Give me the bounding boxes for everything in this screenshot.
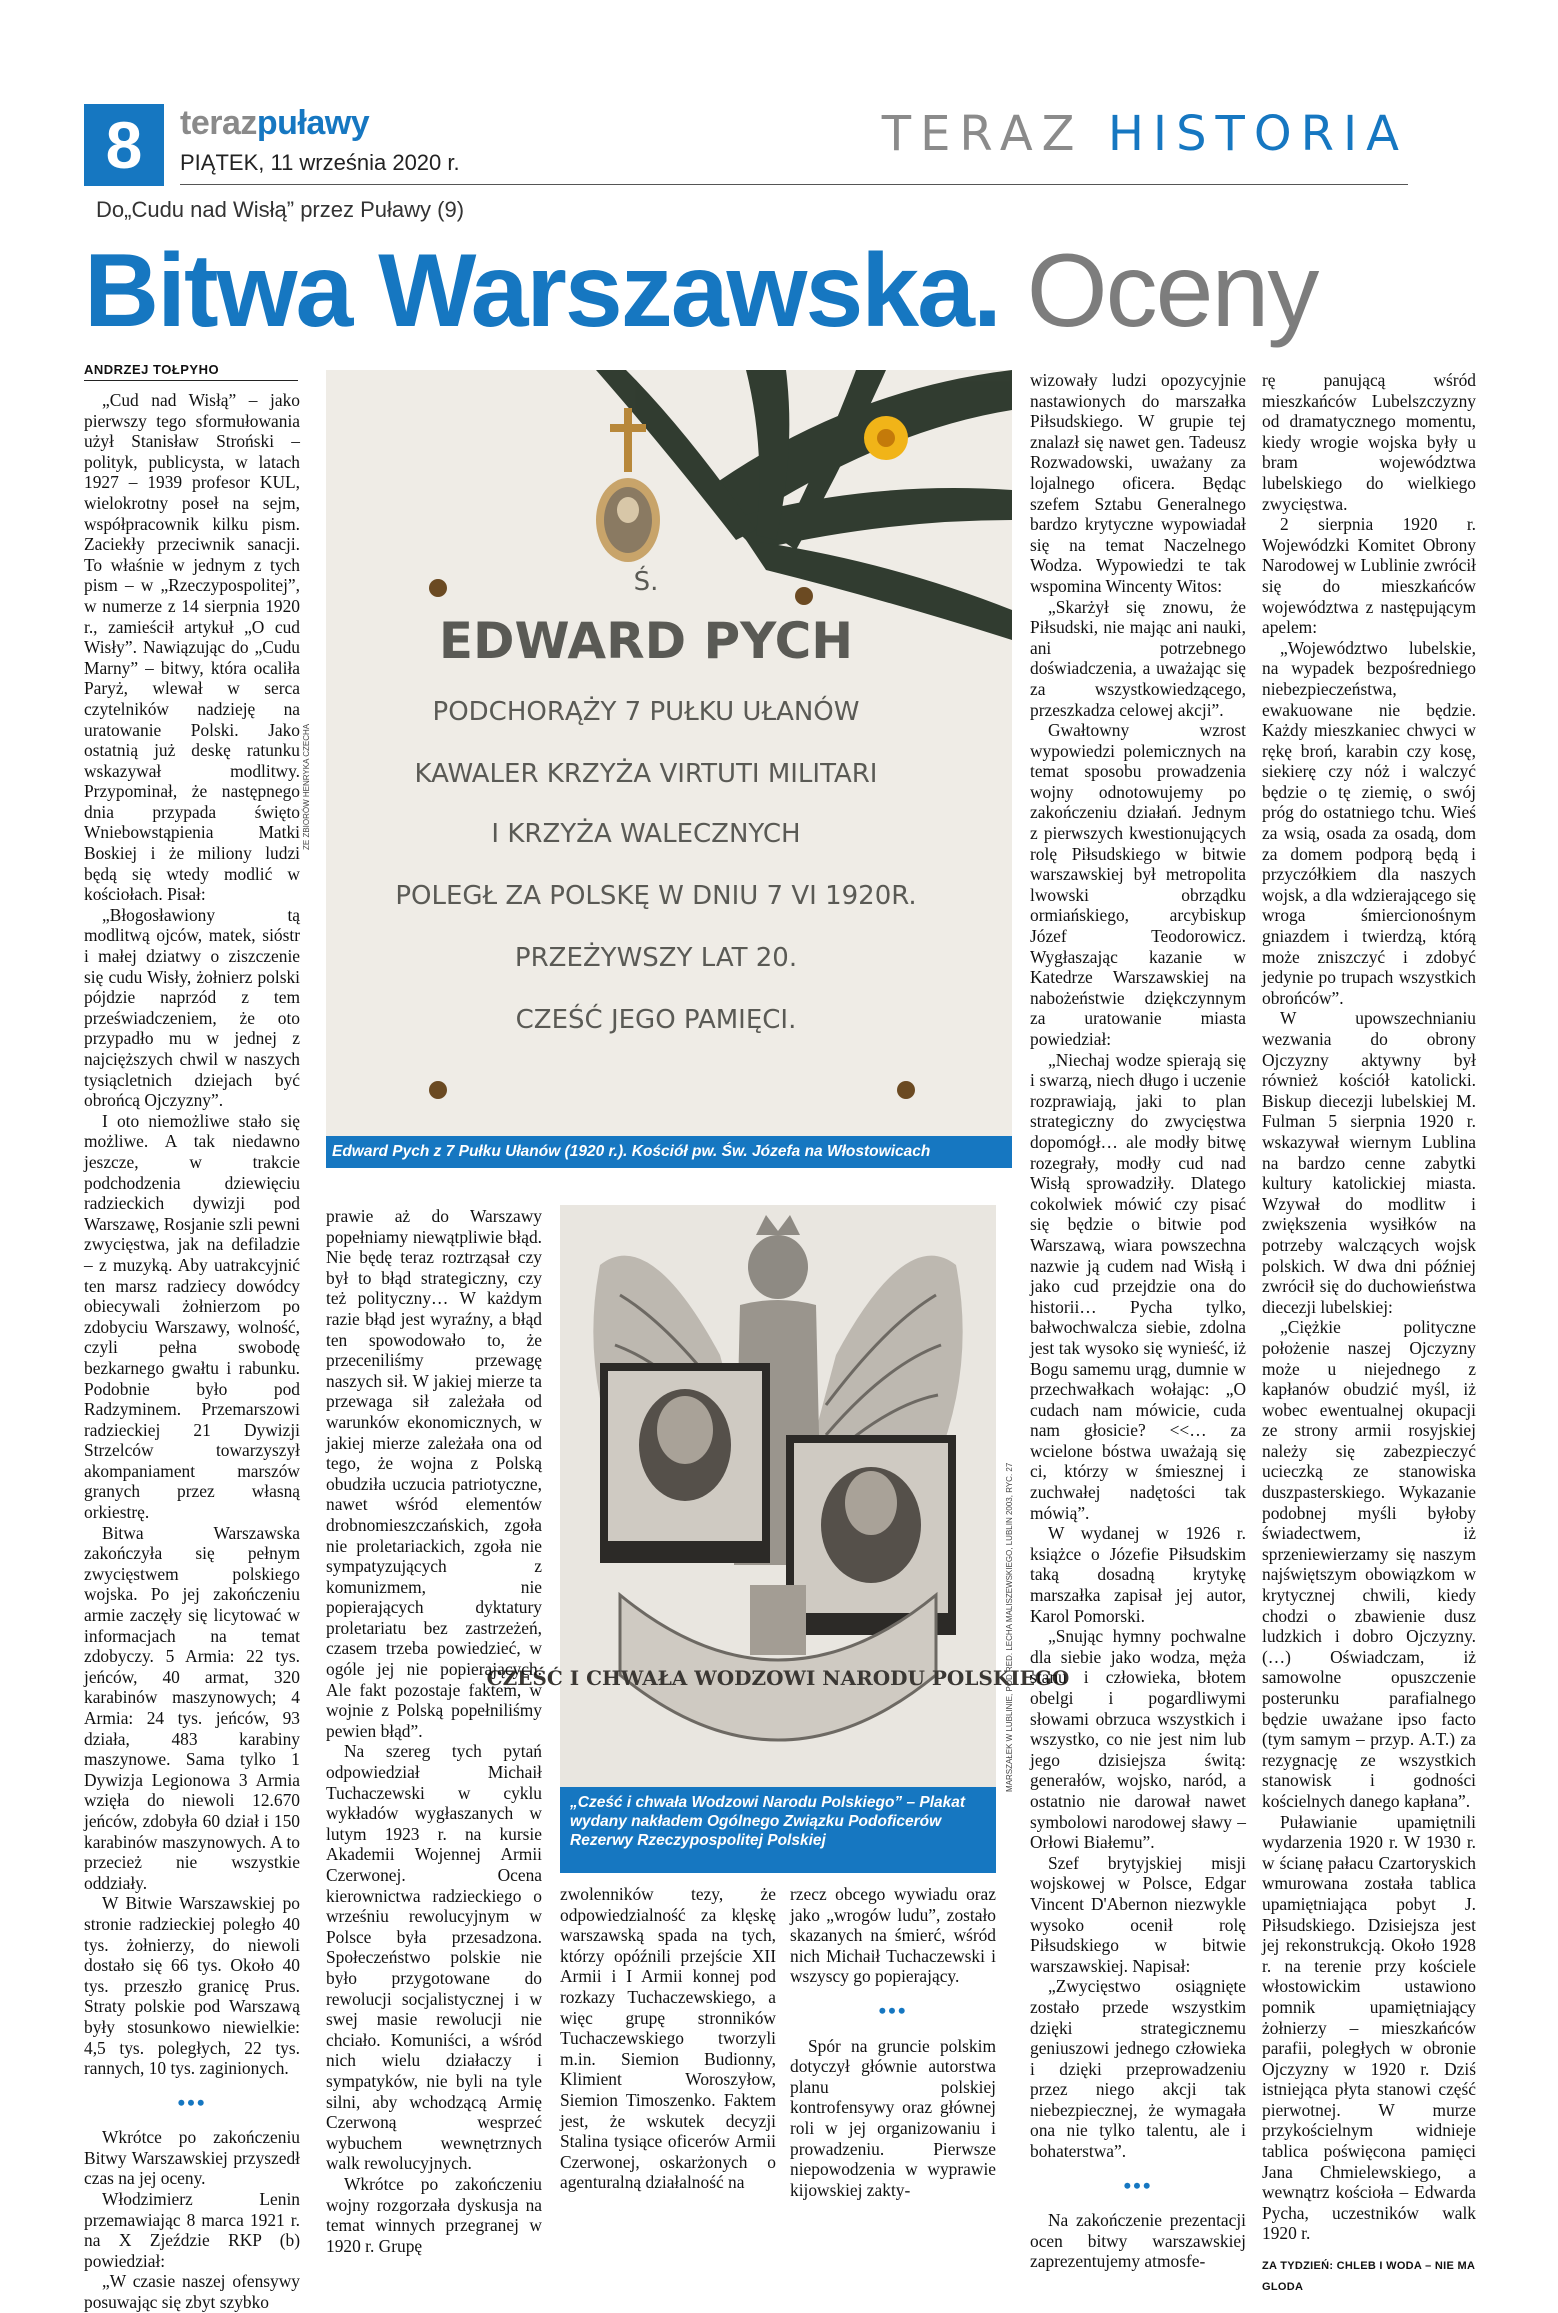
newspaper-logo [180, 104, 369, 143]
photo-caption: Edward Pych z 7 Pułku Ułanów (1920 r.). Kościół pw. Św. Józefa na Włostowicach [326, 1136, 1012, 1168]
photo-credit: ZE ZBIORÓW HENRYKA CZECHA [302, 723, 311, 850]
paragraph: W Bitwie Warszawskiej po stronie radzieckiej poległo 40 tys. żołnierzy, do niewoli dostało się 66 tys. Około 40 tys. przeszło granicę Prus. Straty polskie pod Warszawą były stosunkowo niewielkie: 4,5 tys. poległych, 22 tys. rannych, 10 tys. zaginionych. [84, 1893, 300, 2079]
article-column-1 [84, 390, 300, 2313]
paragraph: Spór na gruncie polskim dotyczył głównie autorstwa planu polskiej kontrofensywy oraz głównej roli w jej organizowaniu i prowadzeniu. Pierwsze niepowodzenia w wyprawie kijowskiej zakty- [790, 2035, 996, 2200]
section-title-b: HISTORIA [1107, 106, 1408, 162]
paragraph: rę panującą wśród mieszkańców Lubelszczyzny od dramatycznego momentu, kiedy wrogie wojska były u bram województwa lubelskiego do wielkiego zwycięstwa. [1262, 370, 1476, 514]
section-separator: ••• [177, 2089, 207, 2115]
poster-banner-text: CZEŚĆ I CHWAŁA WODZOWI NARODU POLSKIEGO [486, 1666, 1070, 1690]
paragraph: 2 sierpnia 1920 r. Wojewódzki Komitet Obrony Narodowej w Lublinie zwrócił się do mieszkańców województwa z następującym apelem: [1262, 514, 1476, 638]
paragraph: „W czasie naszej ofensywy posuwając się zbyt szybko [84, 2271, 300, 2313]
paragraph: Na szereg tych pytań odpowiedział Michaił Tuchaczewski w cyklu wykładów wygłaszanych w lutym 1923 r. na kursie Akademii Wojennej Armii Czerwonej. Ocena kierownictwa radzieckiego o wrześniu rewolucyjnym w Polsce była przesadzona. Społeczeństwo polskie nie było przygotowane do rewolucji socjalistycznej i w swej masie rewolucji nie chciało. Komuniści, a wśród nich wielu działaczy i sympatyków, nie byli na tyle silni, aby wchodzącą Armię Czerwoną wesprzeć wybuchem wewnętrznych walk rewolucyjnych. [326, 1741, 542, 2174]
paragraph: Bitwa Warszawska zakończyła się pełnym zwycięstwem polskiego wojska. Po jej zakończeniu armie zaczęły się licytować w informacjach na temat zdobyczy. 5 Armia: 22 tys. jeńców, 40 armat, 320 karabinów maszynowych; 4 Armia: 24 tys. jeńców, 93 działa, 483 karabiny maszynowe. Sama tylko 1 Dywizja Legionowa 3 Armia wzięła do niewoli 12.670 jeńców, zdobyła 60 dział i 150 karabinów maszynowych. A to przecież nie wszystkie oddziały. [84, 1522, 300, 1893]
article-column-4 [790, 1884, 996, 2200]
page-number: 8 [84, 104, 164, 186]
headline-sub: Oceny [1026, 233, 1318, 349]
series-label: Do„Cudu nad Wisłą” przez Puławy (9) [96, 197, 465, 222]
paragraph: prawie aż do Warszawy popełniamy niewątpliwie błąd. Nie będę teraz roztrząsał czy był to błąd strategiczny, czy też polityczny… W każdym razie błąd jest wyraźny, a błąd ten spowodowało to, że przeceniliśmy przewagę naszych sił. W jakiej mierze ta przewaga sił zależała od warunków ekonomicznych, w jakiej mierze zależała ona od tego, że wojna z Polską obudziła uczucia patriotyczne, nawet wśród elementów drobnomieszczańskich, zgoła nie proletariackich, zgoła nie sympatyzujących z komunizmem, nie popierających dyktatury proletariatu bez zastrzeżeń, czasem trzeba powiedzieć, w ogóle jej nie popierających. Ale fakt pozostaje faktem, w wojnie z Polską popełniliśmy pewien błąd”. [326, 1206, 542, 1741]
section-title-a: TERAZ [881, 106, 1084, 162]
headline-main: Bitwa Warszawska. [84, 233, 1000, 349]
poster-caption: „Cześć i chwała Wodzowi Narodu Polskiego” – Plakat wydany nakładem Ogólnego Związku Podoficerów Rezerwy Rzeczypospolitej Polskiej [560, 1787, 996, 1873]
paragraph: „Niechaj wodze spierają się i swarzą, niech długo i uczenie rozprawiają, jaki to plan strategiczny do zwycięstwa dopomógł… ale modły bitwę rozegrały, modły cud nad Wisłą sprowadziły. Dlatego cokolwiek mówić czy pisać się będzie o bitwie pod Warszawą, wiara powszechna nazwie ją cudem nad Wisłą i jako cud przejdzie ona do historii… Pycha tylko, bałwochwalcza siebie, zdolna jest tak wysoko się wynieść, iż Bogu samemu urąg, dumnie w przechwałkach wołając: „O cudach nam mówicie, cuda nam głosicie? <<… za wcielone bóstwa uważają się ci, którzy w śmiesznej i zuchwałej nadętości tak mówią”. [1030, 1049, 1246, 1523]
paragraph: W wydanej w 1926 r. książce o Józefie Piłsudskim taką dosadną krytykę marszałka zapisał jej autor, Karol Pomorski. [1030, 1523, 1246, 1626]
plaque-photo [326, 370, 1012, 1136]
article-column-5 [1030, 370, 1246, 2272]
plaque-line: EDWARD PYCH [438, 612, 854, 670]
section-title [882, 106, 1408, 162]
paragraph: „Błogosławiony tą modlitwą ojców, matek, sióstr i małej dziatwy o ziszczenie się cudu Wisły, żołnierz polski pójdzie naprzód z tem przeświadczeniem, że oto przypadło mu w jednej z najcięższych chwil w naszych tysiącletnich dziejach być obrońcą Ojczyzny”. [84, 904, 300, 1111]
paragraph: „Ciężkie polityczne położenie naszej Ojczyzny może u niejednego z kapłanów obudzić myśl, iż wobec ewentualnej okupacji ze strony armii rosyjskiej należy się zabezpieczyć ucieczką ze stanowiska duszpasterskiego. Wykazanie podobnej myśli byłoby świadectwem, iż sprzeniewierzamy się naszym najświętszym obowiązkom w krytycznej chwili, kiedy chodzi o zbawienie dusz ludzkich i dobro Ojczyzny. (…) Oświadczam, iż samowolne opuszczenie posterunku parafialnego będzie uważane ipso facto (tym samym – przyp. A.T.) za rezygnację ze wszystkich stanowisk i godności kościelnych danego kapłana”. [1262, 1317, 1476, 1811]
next-week-teaser: ZA TYDZIEŃ: CHLEB I WODA – NIE MA GLODA [1262, 2260, 1475, 2293]
byline-rule [84, 380, 298, 381]
plaque-line: KAWALER KRZYŻA VIRTUTI MILITARI [414, 759, 878, 789]
masthead-rule [180, 184, 1408, 185]
section-separator: ••• [878, 1997, 908, 2023]
paragraph: Na zakończenie prezentacji ocen bitwy warszawskiej zaprezentujemy atmosfe- [1030, 2210, 1246, 2272]
plaque-line: CZEŚĆ JEGO PAMIĘCI. [515, 1005, 797, 1035]
article-column-2 [326, 1206, 542, 2256]
paragraph: „Skarżył się znowu, że Piłsudski, nie mając ani nauki, ani potrzebnego doświadczenia, a uważając się za wszystkowiedzącego, przeszkadza celowej akcji”. [1030, 596, 1246, 720]
paragraph: Puławianie upamiętnili wydarzenia 1920 r. W 1930 r. w ścianę pałacu Czartoryskich wmurowana została tablica upamiętniająca pobyt J. Piłsudskiego. Dzisiejsza jest jej rekonstrukcją. Około 1928 r. na terenie przy kościele włostowickim ustawiono pomnik upamiętniający żołnierzy – mieszkańców parafii, poległych w obronie Ojczyzny w 1920 r. Dziś istniejąca płyta stanowi część pierwotnej. W murze przykościelnym widnieje tablica poświęcona pamięci Jana Chmielewskiego, a wewnątrz kościoła – Edwarda Pycha, uczestników walk 1920 r. [1262, 1811, 1476, 2244]
paragraph: „Snując hymny pochwalne dla siebie jako wodza, męża stanu i człowieka, błotem obelgi i pogardliwymi słowami obrzuca wszystkich i wszystko, co nie jest nim lub jego dzisiejsza świtą: generałów, wojsko, naród, a ostatnio nie darował nawet symbolowi narodowej sławy – Orłowi Białemu”. [1030, 1626, 1246, 1853]
paragraph: Szef brytyjskiej misji wojskowej w Polsce, Edgar Vincent D'Abernon niezwykle wysoko ocenił rolę Piłsudskiego w bitwie warszawskiej. Napisał: [1030, 1852, 1246, 1976]
plaque-line: PODCHORĄŻY 7 PUŁKU UŁANÓW [432, 697, 860, 727]
paragraph: zwolenników tezy, że odpowiedzialność za klęskę warszawską spada na tych, którzy opóźnili przejście XII Armii i I Armii konnej pod rozkazy Tuchaczewskiego, a więc grupę stronników Tuchaczewskiego tworzyli m.in. Siemion Budionny, Klimient Woroszyłow, Siemion Timoszenko. Faktem jest, że wskutek decyzji Stalina tysiące oficerów Armii Czerwonej, oskarżonych o agenturalną działalność na [560, 1884, 776, 2193]
article-column-3 [560, 1884, 776, 2193]
paragraph: „Cud nad Wisłą” – jako pierwszy tego sformułowania użył Stanisław Stroński – polityk, publicysta, w latach 1927 – 1939 profesor KUL, wielokrotny poseł na sejm, współpracownik kilku pism. Zaciekły przeciwnik sanacji. To właśnie w jednym z tych pism – w „Rzeczypospolitej”, w numerze z 14 sierpnia 1920 r., zamieścił artykuł „O cud Wisły”. Nawiązując do „Cudu Marny” – bitwy, która ocaliła Paryż, wlewał w serca czytelników nadzieję na uratowanie Polski. Jako ostatnią już deskę ratunku wskazywał modlitwy. Przypominał, że następnego dnia przypada święto Wniebowstąpienia Matki Boskiej i że miliony ludzi będą się wtedy modlić w kościołach. Pisał: [84, 390, 300, 905]
plaque-line: POLEGŁ ZA POLSKĘ W DNIU 7 VI 1920R. [395, 881, 917, 911]
plaque-illustration [326, 370, 1012, 1136]
paragraph: Włodzimierz Lenin przemawiając 8 marca 1921 r. na X Zjeździe RKP (b) powiedział: [84, 2189, 300, 2271]
paragraph: W upowszechnianiu wezwania do obrony Ojczyzny aktywny był również kościół katolicki. Biskup diecezji lubelskiej M. Fulman 5 sierpnia 1920 r. wskazywał wiernym Lublina na bardzo cenne zabytki kultury katolickiej miasta. Wzywał do modlitw i zwiększenia wysiłków na potrzeby walczących wojsk polskich. W dwa dni później zwrócił się do duchowieństwa diecezji lubelskiej: [1262, 1008, 1476, 1317]
plaque-line: PRZEŻYWSZY LAT 20. [514, 943, 798, 973]
paragraph: Wkrótce po zakończeniu wojny rozgorzała dyskusja na temat winnych przegranej w 1920 r. Grupę [326, 2173, 542, 2256]
paragraph: Wkrótce po zakończeniu Bitwy Warszawskiej przyszedł czas na jej oceny. [84, 2127, 300, 2189]
issue-date: PIĄTEK, 11 września 2020 r. [180, 150, 460, 175]
paragraph: Gwałtowny wzrost wypowiedzi polemicznych na temat sposobu prowadzenia wojny odnotowujemy po zakończeniu działań. Jednym z pierwszych kwestionujących rolę Piłsudskiego w bitwie warszawskiej był metropolita lwowski obrządku ormiańskiego, arcybiskup Józef Teodorowicz. Wygłaszając kazanie w Katedrze Warszawskiej na nabożeństwie dziękczynnym za uratowanie miasta powiedział: [1030, 720, 1246, 1049]
paragraph: „Zwycięstwo osiągnięte zostało przede wszystkim dzięki strategicznemu geniuszowi jednego człowieka i dzięki przeprowadzeniu przez niego akcji tak niebezpiecznej, że wymagała ona nie tylko talentu, ale i bohaterstwa”. [1030, 1976, 1246, 2162]
author-byline: ANDRZEJ TOŁPYHO [84, 362, 220, 377]
plaque-line: I KRZYŻA WALECZNYCH [491, 819, 801, 849]
headline [84, 235, 1317, 347]
plaque-line: Ś. [633, 567, 659, 597]
poster-credit: MARSZAŁEK W LUBLINIE, POD RED. LECHA MALISZEWSKIEGO, LUBLIN 2003, RYC. 27 [1005, 1462, 1014, 1792]
logo-part-pulawy: puławy [256, 104, 370, 142]
section-separator: ••• [1123, 2172, 1153, 2198]
paragraph: „Województwo lubelskie, na wypadek bezpośredniego niebezpieczeństwa, ewakuowane nie będzie. Każdy mieszkaniec chwyci w rękę broń, karabin czy kosę, siekierę czy nóż i walczyć będzie o tę ziemię, o swój próg do ostatniego tchu. Wieś za wsią, osada za osadą, dom za domem podporą będą i przyczółkiem dla naszych wojsk, a dla wdzierającego się wroga śmiercionośnym gniazdem i twierdzą, którą może zniszczyć i zdobyć jedynie po trupach wszystkich obrońców”. [1262, 637, 1476, 1008]
paragraph: rzecz obcego wywiadu oraz jako „wrogów ludu”, zostało skazanych na śmierć, wśród nich Michaił Tuchaczewski i wszyscy go popierający. [790, 1884, 996, 1987]
paragraph: wizowały ludzi opozycyjnie nastawionych do marszałka Piłsudskiego. W grupie tej znalazł się nawet gen. Tadeusz Rozwadowski, uważany za lojalnego oficera. Będąc szefem Sztabu Generalnego bardzo krytyczne wypowiadał się na temat Naczelnego Wodza. Wypowiedzi te tak wspomina Wincenty Witos: [1030, 370, 1246, 596]
logo-part-teraz: teraz [180, 104, 257, 142]
article-column-6 [1262, 370, 1476, 2297]
paragraph: I oto niemożliwe stało się możliwe. A tak niedawno jeszcze, w trakcie podchodzenia dziewięciu radzieckich dywizji pod Warszawę, Rosjanie szli pewni zwycięstwa, jak na defiladzie – z muzyką. Aby uatrakcyjnić ten marsz radziecy dowódcy obiecywali żołnierzom po zdobyciu Warszawy, wolność, czyli pełna swobodę bezkarnego gwałtu i rabunku. Podobnie było pod Radzyminem. Przemarszowi radzieckiej 21 Dywizji Strzelców towarzyszył akompaniament marszów granych przez własną orkiestrę. [84, 1110, 300, 1523]
